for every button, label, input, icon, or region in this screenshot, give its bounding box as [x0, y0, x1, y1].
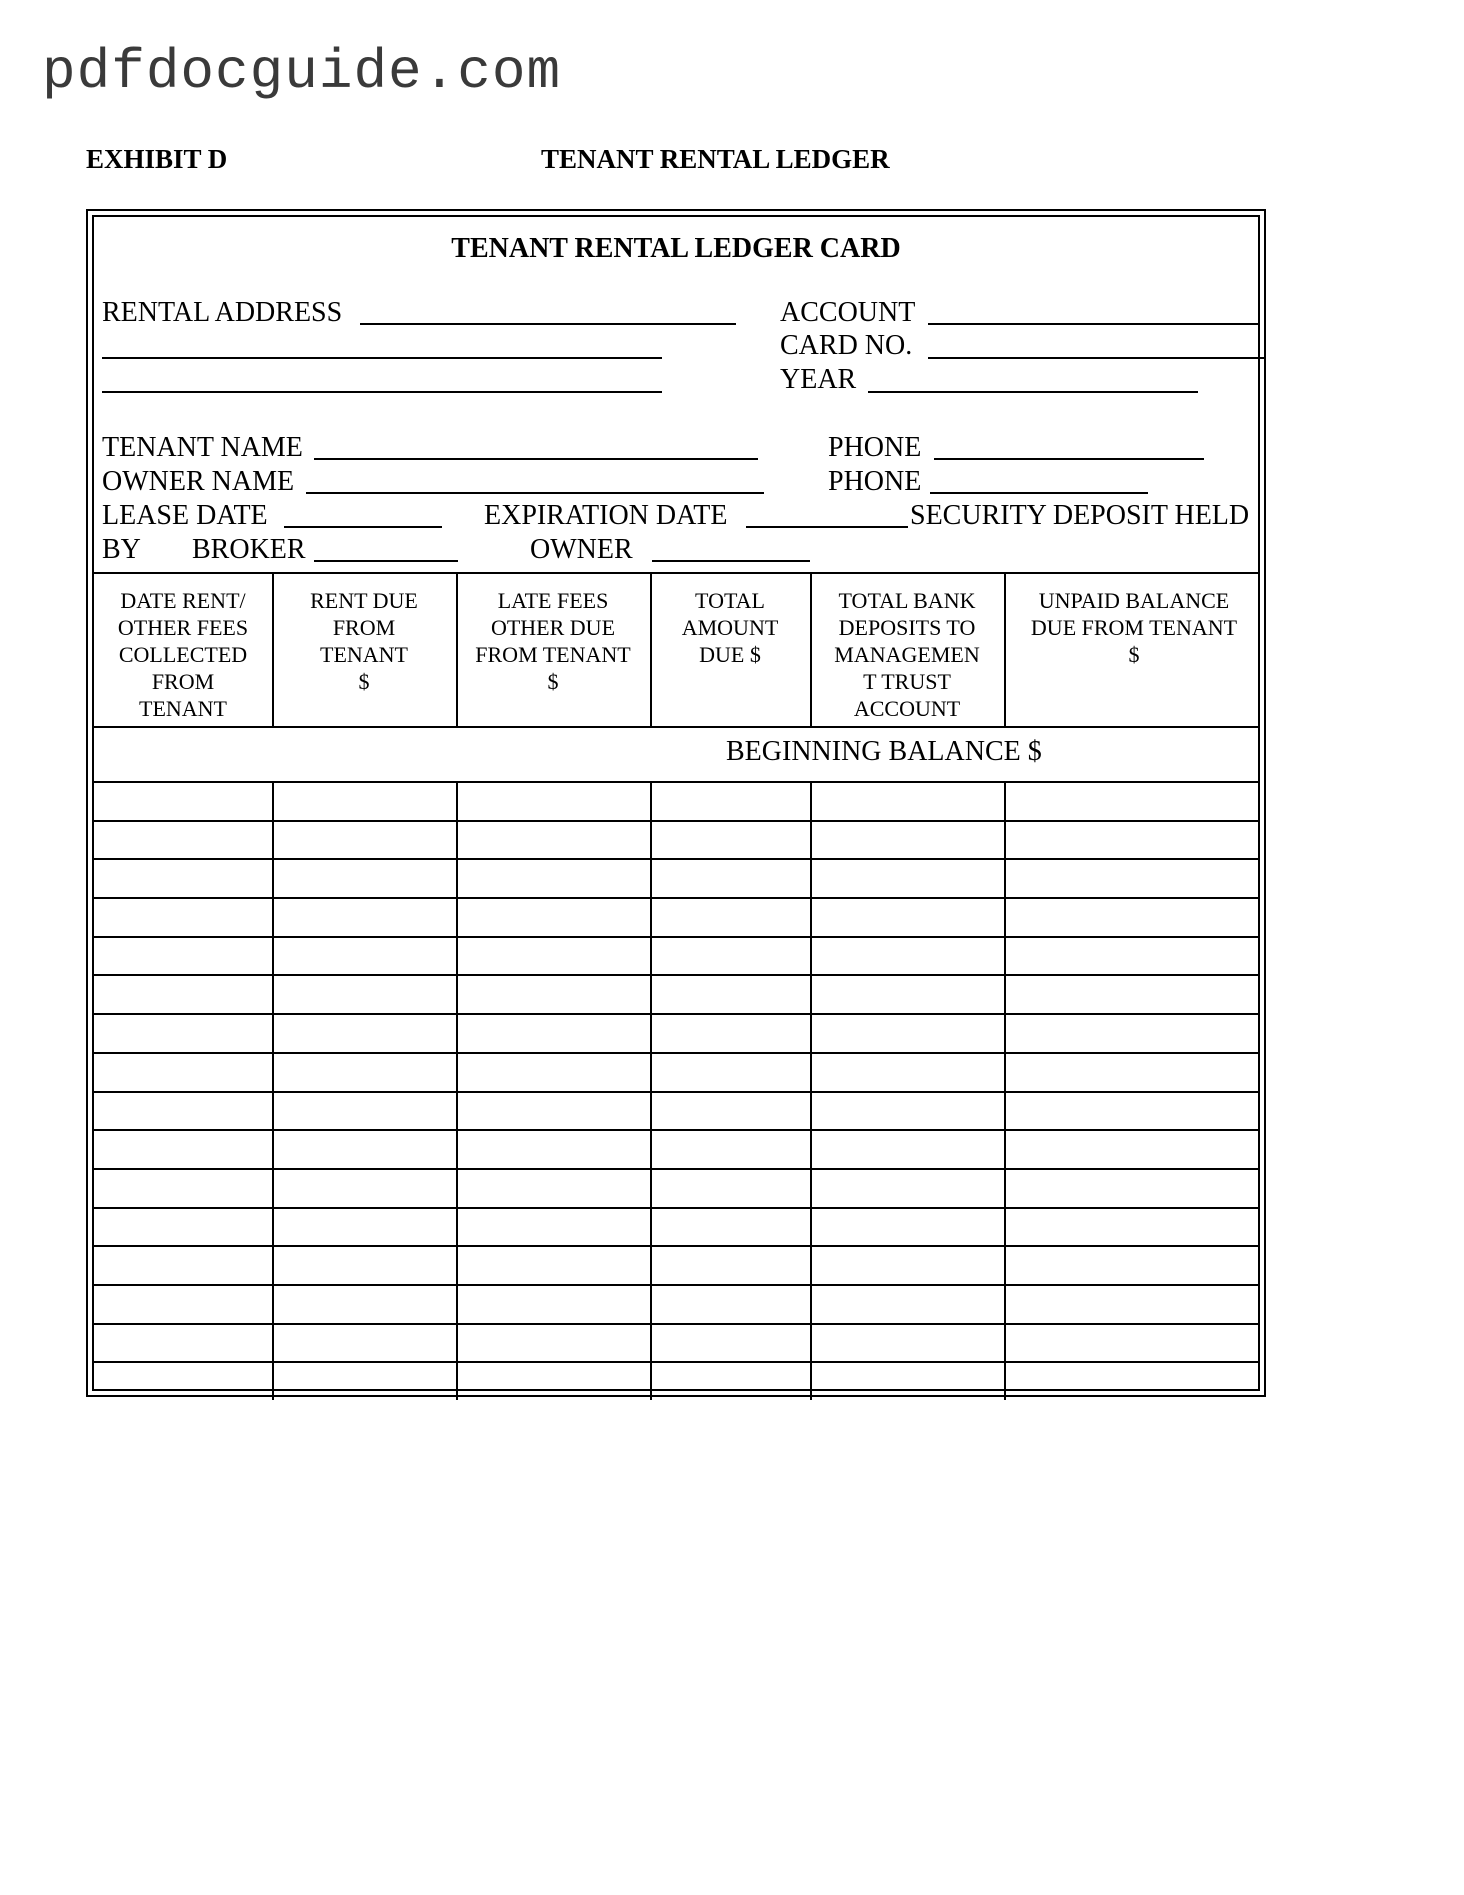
table-cell[interactable] [810, 1362, 1006, 1401]
table-cell[interactable] [650, 936, 812, 975]
header-bottom-rule [94, 726, 1258, 728]
owner-name-label: OWNER NAME [102, 466, 295, 497]
table-cell[interactable] [272, 781, 458, 820]
column-header-date-collected: DATE RENT/ OTHER FEES COLLECTED FROM TENANT [117, 588, 249, 721]
ledger-card [86, 209, 1266, 1397]
table-cell[interactable] [272, 1091, 458, 1130]
table-cell[interactable] [810, 1245, 1006, 1284]
header-divider [456, 574, 458, 726]
table-cell[interactable] [272, 1207, 458, 1246]
watermark-logo: pdfdocguide.com [42, 40, 562, 104]
table-cell[interactable] [272, 1052, 458, 1091]
table-cell[interactable] [272, 1129, 458, 1168]
table-cell[interactable] [650, 1362, 812, 1401]
table-cell[interactable] [650, 820, 812, 859]
beginning-balance-label: BEGINNING BALANCE $ [726, 736, 1042, 767]
tenant-name-label: TENANT NAME [102, 432, 303, 463]
card-no-label: CARD NO. [780, 330, 913, 361]
table-cell[interactable] [272, 975, 458, 1014]
rental-address-line-3[interactable] [102, 391, 662, 393]
table-cell[interactable] [272, 1284, 458, 1323]
table-cell[interactable] [94, 1362, 272, 1401]
header-divider [1004, 574, 1006, 726]
table-cell[interactable] [456, 1362, 652, 1401]
table-cell[interactable] [456, 1168, 652, 1207]
header-divider [650, 574, 652, 726]
table-row [94, 781, 1258, 822]
broker-field[interactable] [314, 560, 458, 562]
table-cell[interactable] [94, 1129, 272, 1168]
table-cell[interactable] [1004, 858, 1266, 897]
table-cell[interactable] [1004, 1091, 1266, 1130]
table-row [94, 1362, 1258, 1401]
table-cell[interactable] [94, 1168, 272, 1207]
table-cell[interactable] [94, 1284, 272, 1323]
table-cell[interactable] [456, 1013, 652, 1052]
table-cell[interactable] [650, 1091, 812, 1130]
table-cell[interactable] [810, 1207, 1006, 1246]
ledger-card-inner [92, 215, 1260, 1391]
table-cell[interactable] [810, 781, 1006, 820]
account-label: ACCOUNT [780, 297, 916, 328]
table-cell[interactable] [1004, 1168, 1266, 1207]
table-cell[interactable] [94, 975, 272, 1014]
by-label: BY [102, 534, 141, 565]
table-cell[interactable] [810, 1129, 1006, 1168]
table-cell[interactable] [810, 1284, 1006, 1323]
table-cell[interactable] [456, 1129, 652, 1168]
table-row [94, 1284, 1258, 1325]
year-label: YEAR [780, 364, 857, 395]
table-cell[interactable] [456, 936, 652, 975]
table-cell[interactable] [1004, 781, 1266, 820]
column-header-rent-due: RENT DUE FROM TENANT $ [310, 588, 418, 694]
exhibit-label: EXHIBIT D [86, 144, 228, 174]
table-cell[interactable] [456, 1245, 652, 1284]
table-cell[interactable] [810, 936, 1006, 975]
owner-field[interactable] [652, 560, 810, 562]
column-header-bank-deposits: TOTAL BANK DEPOSITS TO MANAGEMEN T TRUST ACCOUNT [834, 588, 980, 721]
table-row [94, 897, 1258, 938]
tenant-phone-label: PHONE [828, 432, 922, 463]
table-row [94, 820, 1258, 861]
lease-date-label: LEASE DATE [102, 500, 268, 531]
table-cell[interactable] [272, 1168, 458, 1207]
table-cell[interactable] [272, 820, 458, 859]
table-cell[interactable] [272, 1362, 458, 1401]
table-cell[interactable] [272, 858, 458, 897]
card-title: TENANT RENTAL LEDGER CARD [451, 233, 901, 264]
table-cell[interactable] [1004, 1362, 1266, 1401]
table-cell[interactable] [650, 897, 812, 936]
year-field[interactable] [868, 391, 1198, 393]
table-row [94, 858, 1258, 899]
tenant-name-field[interactable] [314, 458, 758, 460]
table-cell[interactable] [650, 1245, 812, 1284]
table-row [94, 1013, 1258, 1054]
table-row [94, 1052, 1258, 1093]
rental-address-field[interactable] [360, 323, 736, 325]
column-header-unpaid-balance: UNPAID BALANCE DUE FROM TENANT $ [1030, 588, 1238, 667]
table-cell[interactable] [650, 1284, 812, 1323]
table-cell[interactable] [272, 1323, 458, 1362]
table-cell[interactable] [650, 1207, 812, 1246]
table-cell[interactable] [1004, 1323, 1266, 1362]
table-cell[interactable] [810, 1013, 1006, 1052]
owner-label: OWNER [530, 534, 633, 565]
owner-phone-field[interactable] [930, 492, 1148, 494]
table-cell[interactable] [272, 936, 458, 975]
table-cell[interactable] [94, 936, 272, 975]
table-cell[interactable] [94, 1323, 272, 1362]
table-cell[interactable] [456, 1207, 652, 1246]
header-divider [272, 574, 274, 726]
table-cell[interactable] [650, 858, 812, 897]
table-cell[interactable] [1004, 820, 1266, 859]
security-deposit-label: SECURITY DEPOSIT HELD [910, 500, 1250, 531]
table-cell[interactable] [94, 897, 272, 936]
lease-date-field[interactable] [284, 526, 442, 528]
document-title: TENANT RENTAL LEDGER [541, 144, 890, 174]
owner-name-field[interactable] [306, 492, 764, 494]
table-cell[interactable] [456, 858, 652, 897]
table-cell[interactable] [94, 1013, 272, 1052]
account-field[interactable] [928, 323, 1260, 325]
table-cell[interactable] [456, 1091, 652, 1130]
table-cell[interactable] [1004, 1245, 1266, 1284]
table-cell[interactable] [650, 1052, 812, 1091]
table-cell[interactable] [810, 1168, 1006, 1207]
table-cell[interactable] [810, 1091, 1006, 1130]
card-no-field[interactable] [928, 357, 1264, 359]
table-row [94, 1168, 1258, 1209]
table-cell[interactable] [456, 820, 652, 859]
table-cell[interactable] [272, 897, 458, 936]
table-cell[interactable] [650, 1013, 812, 1052]
table-cell[interactable] [94, 1245, 272, 1284]
expiration-date-field[interactable] [746, 526, 908, 528]
table-cell[interactable] [94, 820, 272, 859]
table-cell[interactable] [94, 1091, 272, 1130]
table-cell[interactable] [810, 975, 1006, 1014]
table-cell[interactable] [94, 781, 272, 820]
table-cell[interactable] [456, 781, 652, 820]
table-cell[interactable] [1004, 1284, 1266, 1323]
table-cell[interactable] [810, 858, 1006, 897]
table-row [94, 1129, 1258, 1170]
owner-phone-label: PHONE [828, 466, 922, 497]
ledger-table [94, 572, 1258, 1389]
table-cell[interactable] [1004, 1052, 1266, 1091]
table-cell[interactable] [456, 1284, 652, 1323]
table-cell[interactable] [1004, 897, 1266, 936]
table-cell[interactable] [650, 1323, 812, 1362]
column-header-total-amount-due: TOTAL AMOUNT DUE $ [681, 588, 779, 667]
table-cell[interactable] [650, 975, 812, 1014]
table-row [94, 1245, 1258, 1286]
table-row [94, 975, 1258, 1016]
table-row [94, 1091, 1258, 1132]
table-row [94, 1323, 1258, 1364]
table-cell[interactable] [650, 781, 812, 820]
table-row [94, 936, 1258, 977]
table-cell[interactable] [810, 1052, 1006, 1091]
table-cell[interactable] [272, 1245, 458, 1284]
expiration-date-label: EXPIRATION DATE [484, 500, 728, 531]
table-cell[interactable] [1004, 975, 1266, 1014]
header-divider [810, 574, 812, 726]
table-cell[interactable] [94, 1052, 272, 1091]
column-header-late-fees: LATE FEES OTHER DUE FROM TENANT $ [475, 588, 631, 694]
table-cell[interactable] [94, 858, 272, 897]
table-row [94, 1207, 1258, 1248]
table-cell[interactable] [1004, 1207, 1266, 1246]
table-cell[interactable] [650, 1168, 812, 1207]
table-cell[interactable] [650, 1129, 812, 1168]
table-cell[interactable] [810, 820, 1006, 859]
rental-address-line-2[interactable] [102, 357, 662, 359]
tenant-phone-field[interactable] [934, 458, 1204, 460]
table-cell[interactable] [272, 1013, 458, 1052]
table-cell[interactable] [1004, 1129, 1266, 1168]
rental-address-label: RENTAL ADDRESS [102, 297, 343, 328]
table-cell[interactable] [94, 1207, 272, 1246]
table-cell[interactable] [456, 1323, 652, 1362]
table-cell[interactable] [456, 897, 652, 936]
table-cell[interactable] [1004, 936, 1266, 975]
table-cell[interactable] [810, 1323, 1006, 1362]
table-cell[interactable] [456, 975, 652, 1014]
table-cell[interactable] [1004, 1013, 1266, 1052]
table-cell[interactable] [810, 897, 1006, 936]
table-cell[interactable] [456, 1052, 652, 1091]
broker-label: BROKER [192, 534, 306, 565]
